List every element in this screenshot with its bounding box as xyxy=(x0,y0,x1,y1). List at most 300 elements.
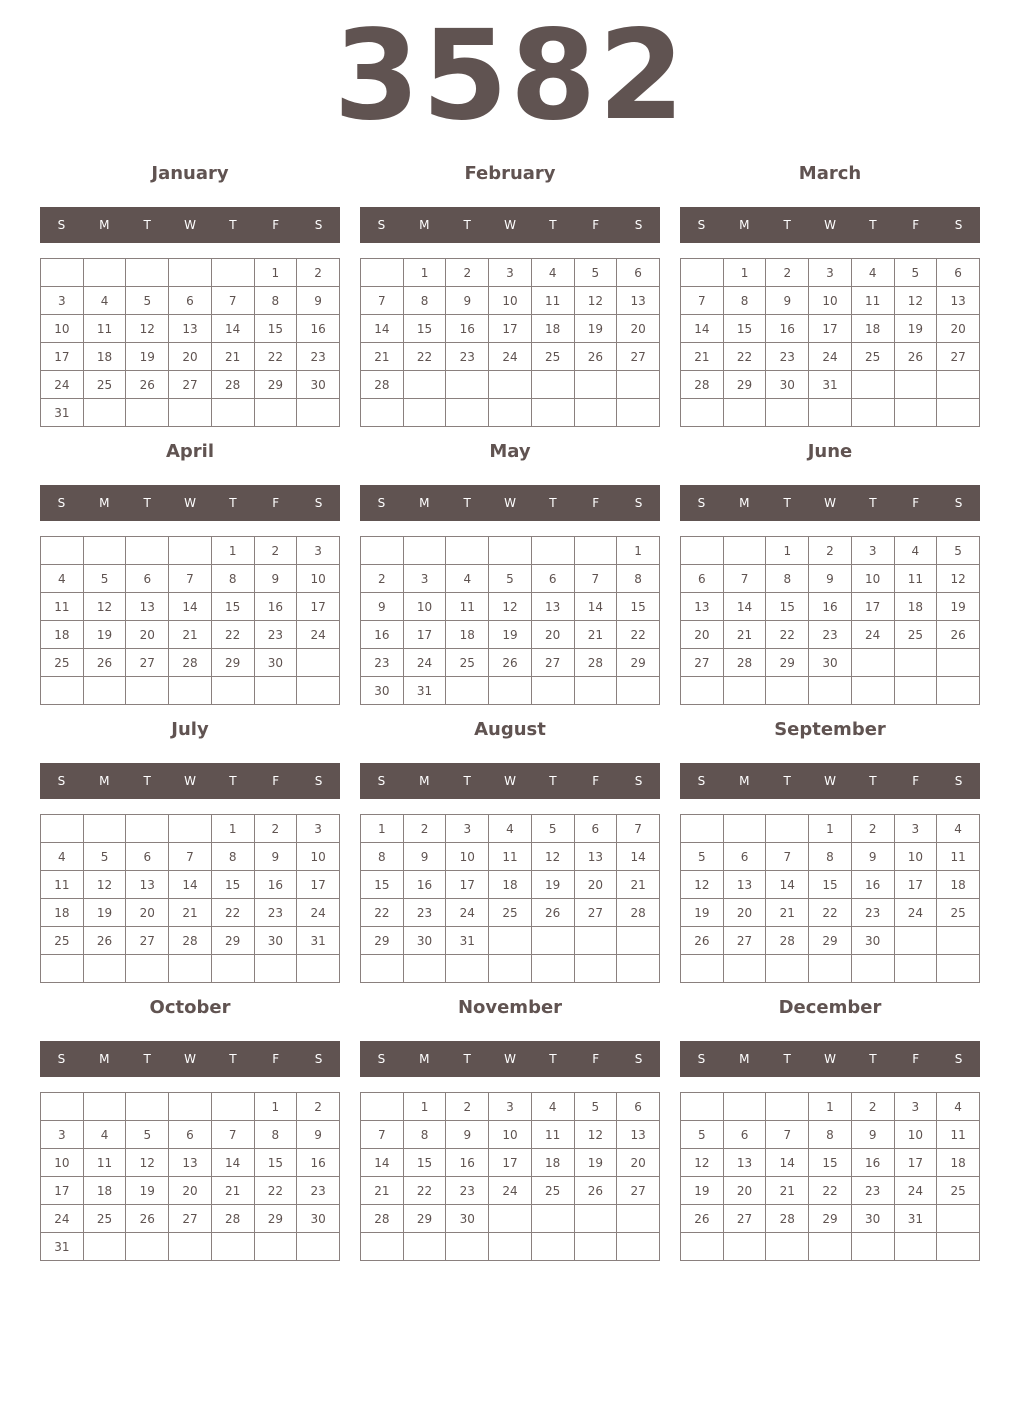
day-cell: 3 xyxy=(297,815,340,843)
day-cell: 28 xyxy=(766,927,809,955)
day-cell: 11 xyxy=(489,843,532,871)
day-cell: 10 xyxy=(297,843,340,871)
day-cell: 16 xyxy=(851,871,894,899)
weekday-header: F xyxy=(272,1052,280,1066)
day-cell xyxy=(446,399,489,427)
day-cell: 30 xyxy=(297,1205,340,1233)
weekday-header: S xyxy=(57,774,66,788)
day-cell: 9 xyxy=(297,1121,340,1149)
day-cell: 20 xyxy=(937,315,980,343)
day-cell: 3 xyxy=(489,259,532,287)
day-cell xyxy=(766,955,809,983)
day-cell: 18 xyxy=(894,593,937,621)
weekday-header: M xyxy=(419,496,430,510)
weekday-header: T xyxy=(549,496,557,510)
day-cell: 2 xyxy=(297,1093,340,1121)
day-cell: 25 xyxy=(851,343,894,371)
day-cell: 10 xyxy=(41,315,84,343)
day-cell: 29 xyxy=(723,371,766,399)
week-row xyxy=(41,371,340,399)
day-cell xyxy=(766,1233,809,1261)
day-cell: 26 xyxy=(574,1177,617,1205)
day-cell: 13 xyxy=(531,593,574,621)
day-cell xyxy=(446,955,489,983)
day-cell: 29 xyxy=(211,649,254,677)
weekday-header: T xyxy=(143,1052,151,1066)
week-row xyxy=(41,1121,340,1149)
day-cell xyxy=(894,677,937,705)
day-cell: 21 xyxy=(723,621,766,649)
day-cell xyxy=(83,259,126,287)
day-cell: 30 xyxy=(809,649,852,677)
weekday-header: T xyxy=(143,496,151,510)
day-cell: 4 xyxy=(851,259,894,287)
day-cell: 23 xyxy=(851,1177,894,1205)
day-cell: 11 xyxy=(41,871,84,899)
day-cell: 13 xyxy=(681,593,724,621)
weekday-header-bar xyxy=(40,763,340,799)
day-cell: 21 xyxy=(361,343,404,371)
month-name: December xyxy=(778,997,882,1018)
weekday-header-bar xyxy=(360,207,660,243)
day-cell: 16 xyxy=(766,315,809,343)
day-cell: 4 xyxy=(937,815,980,843)
day-cell: 14 xyxy=(211,1149,254,1177)
week-row xyxy=(361,621,660,649)
day-cell xyxy=(211,955,254,983)
day-cell: 6 xyxy=(126,843,169,871)
day-cell: 5 xyxy=(83,565,126,593)
day-cell: 9 xyxy=(403,843,446,871)
weekday-header: S xyxy=(697,496,706,510)
day-cell: 2 xyxy=(361,565,404,593)
day-cell: 15 xyxy=(361,871,404,899)
month-name: November xyxy=(457,997,563,1018)
weekday-header: S xyxy=(377,496,386,510)
day-cell xyxy=(937,955,980,983)
day-cell: 25 xyxy=(531,343,574,371)
day-cell: 24 xyxy=(297,621,340,649)
day-cell: 15 xyxy=(723,315,766,343)
day-cell xyxy=(681,399,724,427)
day-cell: 17 xyxy=(403,621,446,649)
day-cell: 30 xyxy=(851,1205,894,1233)
day-cell: 7 xyxy=(169,565,212,593)
month-march xyxy=(680,162,980,432)
day-cell: 24 xyxy=(446,899,489,927)
day-cell xyxy=(169,955,212,983)
day-cell: 15 xyxy=(403,1149,446,1177)
day-cell: 7 xyxy=(211,1121,254,1149)
day-cell: 5 xyxy=(681,843,724,871)
week-row xyxy=(361,315,660,343)
day-cell xyxy=(531,1233,574,1261)
weekday-header-bar xyxy=(680,207,980,243)
day-cell: 10 xyxy=(41,1149,84,1177)
day-cell xyxy=(254,399,297,427)
weekday-header: W xyxy=(184,1052,196,1066)
day-cell: 22 xyxy=(211,621,254,649)
day-cell: 22 xyxy=(809,1177,852,1205)
weekday-header: T xyxy=(463,218,471,232)
week-row xyxy=(361,371,660,399)
weekday-header: S xyxy=(634,496,643,510)
week-row xyxy=(41,1233,340,1261)
week-row xyxy=(361,1093,660,1121)
year-title: 3582 xyxy=(333,4,687,148)
day-cell: 20 xyxy=(169,343,212,371)
day-cell xyxy=(937,1205,980,1233)
day-cell: 10 xyxy=(403,593,446,621)
day-cell: 22 xyxy=(403,1177,446,1205)
week-row xyxy=(41,399,340,427)
day-cell: 12 xyxy=(489,593,532,621)
day-cell: 17 xyxy=(809,315,852,343)
day-cell: 14 xyxy=(681,315,724,343)
month-august xyxy=(360,718,660,988)
day-cell xyxy=(446,537,489,565)
day-cell: 15 xyxy=(766,593,809,621)
month-name: March xyxy=(798,163,862,184)
day-cell: 5 xyxy=(681,1121,724,1149)
week-row xyxy=(681,1205,980,1233)
day-cell: 25 xyxy=(41,649,84,677)
weekday-header: S xyxy=(954,496,963,510)
weekday-header: S xyxy=(57,496,66,510)
week-row xyxy=(681,259,980,287)
day-cell: 6 xyxy=(681,565,724,593)
day-cell: 18 xyxy=(83,1177,126,1205)
day-cell xyxy=(574,399,617,427)
week-row xyxy=(41,815,340,843)
day-cell xyxy=(894,955,937,983)
day-cell: 11 xyxy=(41,593,84,621)
day-cell: 2 xyxy=(809,537,852,565)
day-cell: 19 xyxy=(681,1177,724,1205)
day-cell: 27 xyxy=(169,1205,212,1233)
day-cell: 14 xyxy=(361,315,404,343)
day-cell: 6 xyxy=(574,815,617,843)
day-cell xyxy=(41,815,84,843)
day-cell: 6 xyxy=(169,1121,212,1149)
day-cell xyxy=(617,955,660,983)
day-cell xyxy=(531,677,574,705)
day-cell xyxy=(361,1093,404,1121)
day-cell: 14 xyxy=(723,593,766,621)
day-cell: 5 xyxy=(83,843,126,871)
weekday-header: F xyxy=(272,774,280,788)
day-cell: 19 xyxy=(574,1149,617,1177)
day-cell xyxy=(297,677,340,705)
day-grid xyxy=(680,258,980,427)
day-cell: 28 xyxy=(766,1205,809,1233)
day-cell xyxy=(361,1233,404,1261)
day-cell: 23 xyxy=(766,343,809,371)
day-cell: 9 xyxy=(254,843,297,871)
week-row xyxy=(361,537,660,565)
day-cell: 12 xyxy=(681,1149,724,1177)
day-cell xyxy=(83,677,126,705)
weekday-header: S xyxy=(57,1052,66,1066)
day-cell: 25 xyxy=(937,1177,980,1205)
day-cell: 15 xyxy=(254,1149,297,1177)
day-cell: 28 xyxy=(681,371,724,399)
weekday-header: T xyxy=(143,218,151,232)
day-cell xyxy=(531,399,574,427)
day-cell xyxy=(403,399,446,427)
day-cell: 6 xyxy=(531,565,574,593)
month-june xyxy=(680,440,980,710)
week-row xyxy=(41,1149,340,1177)
day-cell xyxy=(681,537,724,565)
week-row xyxy=(361,259,660,287)
day-cell: 24 xyxy=(489,1177,532,1205)
day-cell xyxy=(937,1233,980,1261)
day-cell xyxy=(617,677,660,705)
weekday-header: S xyxy=(314,218,323,232)
day-cell: 19 xyxy=(126,1177,169,1205)
day-cell xyxy=(361,955,404,983)
day-cell: 1 xyxy=(809,1093,852,1121)
day-cell: 20 xyxy=(681,621,724,649)
week-row xyxy=(361,871,660,899)
month-february xyxy=(360,162,660,432)
day-cell: 18 xyxy=(937,871,980,899)
day-cell: 26 xyxy=(681,927,724,955)
weekday-header: M xyxy=(419,218,430,232)
weekday-header: T xyxy=(783,1052,791,1066)
day-cell: 21 xyxy=(574,621,617,649)
week-row xyxy=(681,1121,980,1149)
week-row xyxy=(681,593,980,621)
day-cell: 31 xyxy=(446,927,489,955)
day-cell: 24 xyxy=(403,649,446,677)
day-cell: 3 xyxy=(297,537,340,565)
day-cell: 1 xyxy=(809,815,852,843)
week-row xyxy=(41,899,340,927)
day-cell: 7 xyxy=(574,565,617,593)
day-cell: 26 xyxy=(83,927,126,955)
day-cell xyxy=(126,1093,169,1121)
day-cell: 28 xyxy=(169,649,212,677)
day-cell xyxy=(41,955,84,983)
day-cell xyxy=(126,537,169,565)
day-cell: 15 xyxy=(211,871,254,899)
day-cell: 8 xyxy=(361,843,404,871)
day-cell xyxy=(489,927,532,955)
day-cell: 2 xyxy=(446,1093,489,1121)
week-row xyxy=(361,927,660,955)
day-cell: 1 xyxy=(254,259,297,287)
day-cell xyxy=(574,371,617,399)
day-cell: 8 xyxy=(254,1121,297,1149)
week-row xyxy=(681,537,980,565)
day-cell: 24 xyxy=(894,1177,937,1205)
day-cell: 14 xyxy=(361,1149,404,1177)
weekday-header-bar xyxy=(40,1041,340,1077)
weekday-header: T xyxy=(783,774,791,788)
day-cell: 6 xyxy=(126,565,169,593)
month-january xyxy=(40,162,340,432)
day-cell xyxy=(723,1233,766,1261)
week-row xyxy=(361,1177,660,1205)
week-row xyxy=(361,1121,660,1149)
day-cell: 16 xyxy=(851,1149,894,1177)
day-cell: 23 xyxy=(297,1177,340,1205)
day-cell: 11 xyxy=(83,1149,126,1177)
day-cell: 25 xyxy=(446,649,489,677)
day-cell: 26 xyxy=(126,1205,169,1233)
weekday-header: M xyxy=(739,218,750,232)
day-cell xyxy=(297,955,340,983)
day-cell xyxy=(254,677,297,705)
weekday-header: W xyxy=(824,218,836,232)
day-cell xyxy=(489,1205,532,1233)
week-row xyxy=(361,1233,660,1261)
day-cell xyxy=(254,955,297,983)
day-cell: 11 xyxy=(531,287,574,315)
day-cell xyxy=(894,399,937,427)
day-cell: 22 xyxy=(254,343,297,371)
weekday-header: S xyxy=(57,218,66,232)
day-cell: 20 xyxy=(617,315,660,343)
day-cell: 30 xyxy=(254,927,297,955)
day-cell: 31 xyxy=(403,677,446,705)
weekday-header: F xyxy=(272,218,280,232)
day-cell: 8 xyxy=(254,287,297,315)
day-cell: 13 xyxy=(126,871,169,899)
day-cell: 21 xyxy=(211,1177,254,1205)
day-cell: 14 xyxy=(574,593,617,621)
day-cell xyxy=(361,259,404,287)
day-cell: 16 xyxy=(446,315,489,343)
day-cell: 5 xyxy=(126,1121,169,1149)
day-cell: 19 xyxy=(574,315,617,343)
week-row xyxy=(681,871,980,899)
day-cell: 22 xyxy=(254,1177,297,1205)
day-cell xyxy=(937,677,980,705)
day-grid xyxy=(360,258,660,427)
day-cell xyxy=(723,815,766,843)
day-grid xyxy=(40,258,340,427)
day-cell: 16 xyxy=(254,593,297,621)
day-cell: 26 xyxy=(937,621,980,649)
day-cell: 23 xyxy=(809,621,852,649)
day-cell xyxy=(297,649,340,677)
day-cell: 31 xyxy=(894,1205,937,1233)
day-cell: 16 xyxy=(297,1149,340,1177)
month-name: August xyxy=(474,719,546,740)
day-cell: 24 xyxy=(851,621,894,649)
day-cell: 13 xyxy=(169,1149,212,1177)
day-cell: 21 xyxy=(617,871,660,899)
day-cell: 18 xyxy=(531,1149,574,1177)
day-cell: 12 xyxy=(574,287,617,315)
day-cell: 30 xyxy=(254,649,297,677)
day-cell xyxy=(617,371,660,399)
day-cell: 20 xyxy=(617,1149,660,1177)
week-row xyxy=(41,1177,340,1205)
weekday-header: T xyxy=(549,218,557,232)
weekday-header: S xyxy=(954,218,963,232)
day-cell: 30 xyxy=(851,927,894,955)
day-cell xyxy=(894,649,937,677)
day-grid xyxy=(360,536,660,705)
week-row xyxy=(681,649,980,677)
weekday-header: T xyxy=(549,774,557,788)
day-cell: 28 xyxy=(574,649,617,677)
day-cell: 18 xyxy=(41,899,84,927)
weekday-header: W xyxy=(504,774,516,788)
week-row xyxy=(681,1233,980,1261)
day-cell: 1 xyxy=(361,815,404,843)
day-cell: 26 xyxy=(83,649,126,677)
day-grid xyxy=(680,814,980,983)
day-cell xyxy=(83,537,126,565)
day-cell: 2 xyxy=(403,815,446,843)
day-cell: 5 xyxy=(574,1093,617,1121)
week-row xyxy=(361,1205,660,1233)
day-cell: 29 xyxy=(809,1205,852,1233)
day-cell xyxy=(489,955,532,983)
day-cell: 5 xyxy=(894,259,937,287)
week-row xyxy=(681,843,980,871)
week-row xyxy=(681,1093,980,1121)
day-cell: 26 xyxy=(531,899,574,927)
day-cell: 29 xyxy=(403,1205,446,1233)
day-cell: 23 xyxy=(446,1177,489,1205)
day-cell xyxy=(617,1233,660,1261)
day-cell: 31 xyxy=(809,371,852,399)
day-cell: 20 xyxy=(531,621,574,649)
day-cell: 5 xyxy=(126,287,169,315)
day-cell: 25 xyxy=(41,927,84,955)
day-cell: 4 xyxy=(531,1093,574,1121)
week-row xyxy=(681,899,980,927)
day-cell: 8 xyxy=(617,565,660,593)
week-row xyxy=(361,343,660,371)
day-cell xyxy=(574,927,617,955)
day-cell xyxy=(681,1093,724,1121)
day-cell xyxy=(617,399,660,427)
day-cell: 19 xyxy=(937,593,980,621)
week-row xyxy=(41,537,340,565)
weekday-header: M xyxy=(99,774,110,788)
day-cell: 5 xyxy=(531,815,574,843)
day-cell: 7 xyxy=(766,1121,809,1149)
day-cell: 4 xyxy=(446,565,489,593)
day-cell xyxy=(894,1233,937,1261)
day-cell: 22 xyxy=(403,343,446,371)
day-cell: 18 xyxy=(531,315,574,343)
day-cell: 6 xyxy=(617,259,660,287)
day-cell: 4 xyxy=(489,815,532,843)
day-cell: 5 xyxy=(489,565,532,593)
week-row xyxy=(41,677,340,705)
day-cell xyxy=(41,259,84,287)
week-row xyxy=(41,565,340,593)
day-cell xyxy=(894,927,937,955)
day-cell xyxy=(83,955,126,983)
day-cell: 21 xyxy=(766,899,809,927)
day-cell: 3 xyxy=(851,537,894,565)
month-name: July xyxy=(171,719,209,740)
day-cell: 29 xyxy=(766,649,809,677)
weekday-header-bar xyxy=(360,485,660,521)
day-cell: 8 xyxy=(403,287,446,315)
day-cell: 3 xyxy=(489,1093,532,1121)
day-cell: 9 xyxy=(851,843,894,871)
